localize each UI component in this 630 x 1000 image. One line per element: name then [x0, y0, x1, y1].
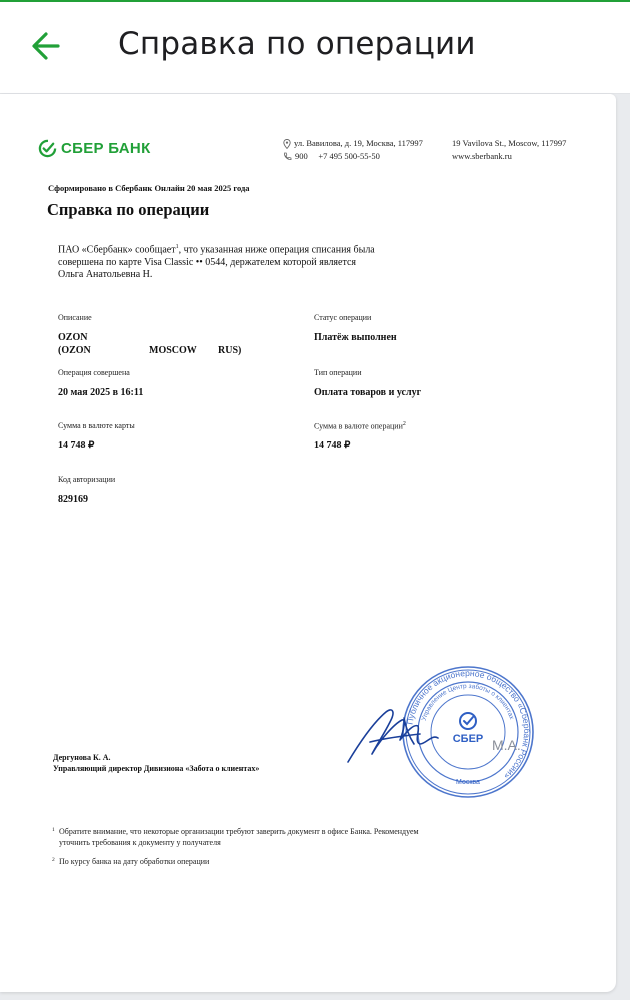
- contact-en: [452, 137, 566, 163]
- page-title: Справка по операции: [118, 26, 476, 62]
- location-pin-icon: [283, 139, 291, 149]
- address-en: 19 Vavilova St., Moscow, 117997: [452, 138, 567, 148]
- description-line-2: [58, 345, 241, 358]
- contact-ru: [283, 137, 423, 163]
- card-amount-label: Сумма в валюте карты: [58, 421, 135, 430]
- footnote-1-line-2: уточнить требования к документу у получателя: [59, 837, 221, 847]
- phone-row: [283, 150, 423, 163]
- auth-code-value: 829169: [58, 494, 88, 505]
- phone-icon: [283, 152, 292, 161]
- bank-logo: [38, 139, 151, 158]
- stamp-logo-text: СБЕР: [452, 733, 484, 745]
- back-button[interactable]: [28, 28, 64, 64]
- description-line-1: OZON: [58, 332, 88, 343]
- description-value: [58, 332, 241, 357]
- status-value: Платёж выполнен: [314, 332, 397, 343]
- intro-line-1: ПАО «Сбербанк» сообщает: [58, 244, 176, 256]
- stamp-outer-text: Публичное акционерное общество «Сбербанк России»: [404, 667, 533, 782]
- footnote-1: [52, 827, 419, 848]
- address-ru: ул. Вавилова, д. 19, Москва, 117997: [294, 138, 423, 148]
- footnote-2: [52, 857, 209, 868]
- intro-line-3: Ольга Анатольевна Н.: [58, 269, 153, 281]
- address-row: [283, 137, 423, 150]
- intro-line-2: совершена по карте Visa Classic •• 0544, держателем которой является: [58, 256, 356, 268]
- description-label: Описание: [58, 313, 92, 322]
- stamp-inner-text: Управление Центр заботы о клиентах: [420, 682, 516, 722]
- footnote-1-number: 1: [52, 827, 55, 833]
- arrow-left-icon: [28, 28, 64, 64]
- footnote-1-line-1: Обратите внимание, что некоторые организации требуют заверить документ в офисе Банка. Рекомендуем: [59, 827, 419, 836]
- footnote-ref-2: 2: [402, 421, 406, 427]
- description-part-c: RUS): [218, 344, 242, 356]
- description-part-a: (OZON: [58, 344, 91, 356]
- type-label: Тип операции: [314, 368, 362, 377]
- app-bar: [0, 2, 630, 94]
- signer-block: [53, 752, 259, 774]
- sber-logo-icon: [38, 139, 57, 158]
- bank-logo-text: СБЕР БАНК: [61, 140, 151, 157]
- signer-title: Управляющий директор Дивизиона «Забота о клиентах»: [53, 764, 260, 773]
- datetime-value: 20 мая 2025 в 16:11: [58, 387, 144, 398]
- description-part-b: MOSCOW: [149, 344, 197, 356]
- website: www.sberbank.ru: [452, 151, 512, 161]
- document-heading: Справка по операции: [47, 200, 210, 219]
- stamp-logo-icon: [460, 713, 476, 729]
- operation-amount-label-text: Сумма в валюте операции: [314, 421, 403, 431]
- footnote-ref-1: 1: [175, 244, 179, 250]
- datetime-label: Операция совершена: [58, 368, 130, 377]
- signer-name: Дергунова К. А.: [53, 753, 111, 762]
- document-page: [0, 94, 616, 992]
- phone-numbers: 900 +7 495 500-55-50: [295, 151, 380, 161]
- intro-paragraph: [58, 241, 438, 282]
- intro-line-1-rest: , что указанная ниже операция списания была: [178, 244, 375, 256]
- auth-code-label: Код авторизации: [58, 475, 116, 484]
- stamp-initials: М.А.: [492, 737, 521, 753]
- stamp-city: Москва: [456, 779, 480, 786]
- footnote-2-number: 2: [52, 857, 55, 863]
- operation-amount-label: [314, 421, 406, 431]
- handwritten-signature: [340, 694, 460, 774]
- generated-note: Сформировано в Сбербанк Онлайн 20 мая 2025 года: [48, 183, 250, 193]
- footnote-2-line-1: По курсу банка на дату обработки операции: [59, 857, 210, 866]
- operation-amount-value: 14 748 ₽: [314, 440, 351, 451]
- type-value: Оплата товаров и услуг: [314, 387, 422, 398]
- card-amount-value: 14 748 ₽: [58, 440, 95, 451]
- status-label: Статус операции: [314, 313, 372, 322]
